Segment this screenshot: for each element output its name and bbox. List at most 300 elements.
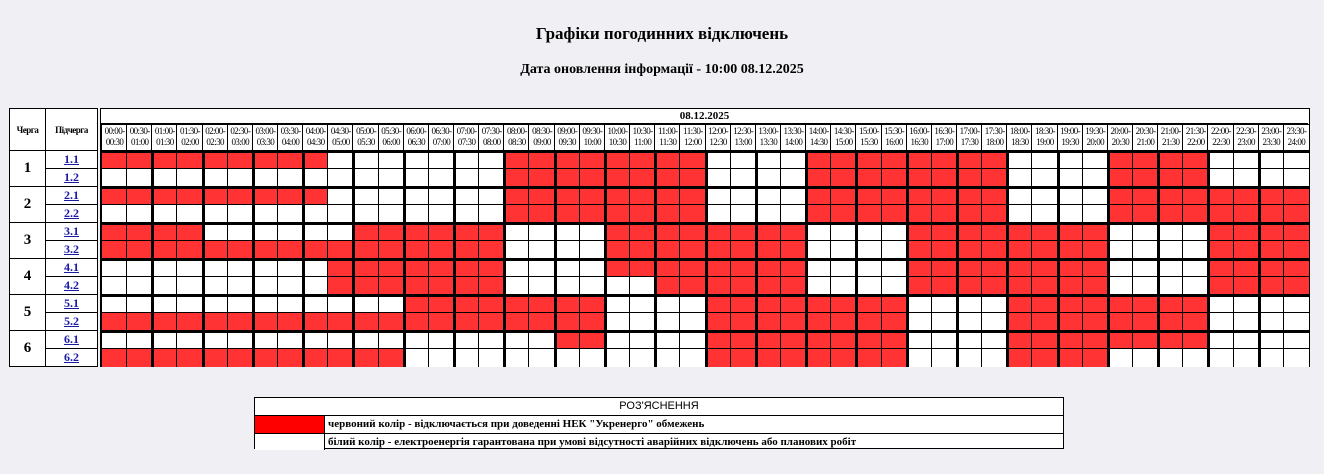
- outage-cell: [881, 294, 907, 313]
- power-cell: [1107, 240, 1133, 259]
- outage-cell: [1233, 276, 1259, 295]
- legend-row-red: [255, 416, 1063, 434]
- time-slot-header: 19:00-19:30: [1057, 124, 1083, 150]
- power-cell: [1258, 330, 1284, 349]
- outage-cell: [453, 258, 479, 277]
- time-slot-header: 09:00-09:30: [554, 124, 580, 150]
- outage-cell: [679, 258, 705, 277]
- power-cell: [755, 150, 781, 169]
- power-cell: [679, 330, 705, 349]
- outage-cell: [503, 204, 529, 223]
- power-cell: [252, 168, 278, 187]
- outage-cell: [101, 186, 127, 205]
- outage-cell: [277, 348, 303, 367]
- outage-cell: [1182, 312, 1208, 331]
- power-cell: [1157, 348, 1183, 367]
- subqueue-link[interactable]: 6.1: [45, 330, 98, 349]
- power-cell: [981, 330, 1007, 349]
- power-cell: [654, 348, 680, 367]
- outage-cell: [1082, 276, 1108, 295]
- outage-cell: [503, 186, 529, 205]
- power-cell: [101, 204, 127, 223]
- outage-cell: [554, 150, 580, 169]
- power-cell: [202, 258, 228, 277]
- subqueue-link[interactable]: 4.2: [45, 276, 98, 295]
- outage-cell: [956, 240, 982, 259]
- outage-cell: [403, 294, 429, 313]
- outage-cell: [528, 150, 554, 169]
- outage-cell: [981, 204, 1007, 223]
- power-cell: [906, 348, 932, 367]
- power-cell: [428, 186, 454, 205]
- outage-cell: [101, 222, 127, 241]
- outage-cell: [453, 222, 479, 241]
- outage-cell: [881, 204, 907, 223]
- power-cell: [906, 330, 932, 349]
- power-cell: [528, 222, 554, 241]
- outage-cell: [1132, 186, 1158, 205]
- outage-cell: [151, 240, 177, 259]
- power-cell: [403, 186, 429, 205]
- outage-cell: [629, 168, 655, 187]
- power-cell: [780, 204, 806, 223]
- outage-cell: [1082, 222, 1108, 241]
- power-cell: [1283, 168, 1309, 187]
- outage-cell: [855, 330, 881, 349]
- outage-cell: [604, 240, 630, 259]
- power-cell: [277, 294, 303, 313]
- power-cell: [981, 294, 1007, 313]
- outage-cell: [629, 258, 655, 277]
- time-slot-header: 09:30-10:00: [579, 124, 605, 150]
- power-cell: [277, 258, 303, 277]
- outage-cell: [101, 312, 127, 331]
- power-cell: [755, 204, 781, 223]
- power-cell: [528, 330, 554, 349]
- outage-cell: [1207, 204, 1233, 223]
- outage-cell: [378, 276, 404, 295]
- outage-cell: [755, 312, 781, 331]
- outage-cell: [755, 348, 781, 367]
- outage-cell: [730, 312, 756, 331]
- outage-cell: [1057, 312, 1083, 331]
- power-cell: [1057, 150, 1083, 169]
- power-cell: [830, 258, 856, 277]
- subqueue-link[interactable]: 1.2: [45, 168, 98, 187]
- power-cell: [1157, 276, 1183, 295]
- outage-cell: [252, 240, 278, 259]
- outage-cell: [1107, 312, 1133, 331]
- outage-cell: [1258, 186, 1284, 205]
- subqueue-link[interactable]: 3.1: [45, 222, 98, 241]
- outage-cell: [855, 186, 881, 205]
- outage-cell: [1006, 312, 1032, 331]
- time-slot-header: 06:30-07:00: [428, 124, 454, 150]
- outage-cell: [227, 240, 253, 259]
- power-cell: [956, 312, 982, 331]
- outage-cell: [931, 186, 957, 205]
- outage-cell: [1031, 330, 1057, 349]
- power-cell: [151, 168, 177, 187]
- outage-cell: [730, 348, 756, 367]
- power-cell: [604, 294, 630, 313]
- power-cell: [604, 312, 630, 331]
- outage-cell: [1132, 204, 1158, 223]
- outage-cell: [805, 168, 831, 187]
- power-cell: [931, 348, 957, 367]
- power-cell: [227, 168, 253, 187]
- outage-cell: [1057, 348, 1083, 367]
- time-slot-header: 18:30-19:00: [1031, 124, 1057, 150]
- outage-cell: [403, 276, 429, 295]
- legend-row-white: [255, 434, 1063, 450]
- outage-cell: [855, 294, 881, 313]
- power-cell: [931, 330, 957, 349]
- power-cell: [604, 348, 630, 367]
- power-cell: [428, 204, 454, 223]
- legend-white-text: білий колір - електроенергія гарантована при умові відсутності аварійних відключень або планових робіт: [328, 436, 857, 448]
- outage-cell: [654, 240, 680, 259]
- outage-cell: [151, 186, 177, 205]
- outage-cell: [1107, 168, 1133, 187]
- outage-cell: [1031, 222, 1057, 241]
- power-cell: [126, 168, 152, 187]
- outage-cell: [981, 150, 1007, 169]
- outage-cell: [202, 240, 228, 259]
- power-cell: [654, 330, 680, 349]
- power-cell: [403, 150, 429, 169]
- power-cell: [252, 294, 278, 313]
- outage-cell: [1157, 168, 1183, 187]
- outage-cell: [830, 204, 856, 223]
- outage-cell: [654, 186, 680, 205]
- outage-cell: [352, 258, 378, 277]
- outage-cell: [830, 348, 856, 367]
- power-cell: [1258, 150, 1284, 169]
- outage-cell: [126, 312, 152, 331]
- power-cell: [352, 204, 378, 223]
- outage-cell: [202, 312, 228, 331]
- power-cell: [1283, 294, 1309, 313]
- outage-cell: [428, 294, 454, 313]
- power-cell: [705, 186, 731, 205]
- outage-cell: [352, 222, 378, 241]
- outage-cell: [227, 186, 253, 205]
- time-slot-header: 11:00-11:30: [654, 124, 680, 150]
- outage-cell: [302, 312, 328, 331]
- outage-cell: [1031, 312, 1057, 331]
- power-cell: [931, 312, 957, 331]
- date-header: 08.12.2025: [101, 109, 1308, 124]
- outage-cell: [151, 348, 177, 367]
- subqueue-link[interactable]: 4.1: [45, 258, 98, 277]
- outage-cell: [981, 186, 1007, 205]
- power-cell: [101, 330, 127, 349]
- outage-cell: [453, 294, 479, 313]
- outage-cell: [1107, 330, 1133, 349]
- power-cell: [302, 258, 328, 277]
- time-slot-header: 17:00-17:30: [956, 124, 982, 150]
- outage-cell: [1233, 258, 1259, 277]
- power-cell: [327, 168, 353, 187]
- outage-cell: [252, 150, 278, 169]
- outage-cell: [1132, 168, 1158, 187]
- subqueue-link[interactable]: 2.1: [45, 186, 98, 205]
- outage-cell: [554, 330, 580, 349]
- outage-cell: [654, 168, 680, 187]
- power-cell: [654, 312, 680, 331]
- power-cell: [277, 330, 303, 349]
- legend-title: РОЗ'ЯСНЕННЯ: [255, 398, 1063, 416]
- power-cell: [755, 186, 781, 205]
- outage-cell: [981, 240, 1007, 259]
- power-cell: [805, 276, 831, 295]
- outage-cell: [554, 186, 580, 205]
- outage-cell: [378, 240, 404, 259]
- power-cell: [1233, 294, 1259, 313]
- outage-cell: [629, 150, 655, 169]
- power-cell: [1006, 186, 1032, 205]
- outage-cell: [755, 276, 781, 295]
- power-cell: [176, 330, 202, 349]
- subqueue-link[interactable]: 3.2: [45, 240, 98, 259]
- subqueue-link[interactable]: 2.2: [45, 204, 98, 223]
- time-slot-header: 14:00-14:30: [805, 124, 831, 150]
- power-cell: [1082, 186, 1108, 205]
- power-cell: [830, 222, 856, 241]
- outage-cell: [378, 348, 404, 367]
- power-cell: [1082, 168, 1108, 187]
- outage-cell: [126, 222, 152, 241]
- power-cell: [428, 168, 454, 187]
- time-slot-header: 00:00-00:30: [101, 124, 127, 150]
- outage-cell: [503, 168, 529, 187]
- outage-cell: [227, 348, 253, 367]
- power-cell: [830, 240, 856, 259]
- outage-cell: [654, 204, 680, 223]
- outage-cell: [327, 312, 353, 331]
- power-cell: [126, 294, 152, 313]
- power-cell: [101, 276, 127, 295]
- outage-cell: [1207, 222, 1233, 241]
- queue-header: Черга: [9, 108, 46, 151]
- outage-cell: [780, 276, 806, 295]
- queue-number: 2: [9, 186, 46, 223]
- time-slot-header: 04:30-05:00: [327, 124, 353, 150]
- outage-cell: [629, 240, 655, 259]
- outage-cell: [554, 204, 580, 223]
- outage-cell: [302, 150, 328, 169]
- power-cell: [227, 258, 253, 277]
- power-cell: [428, 330, 454, 349]
- power-cell: [705, 150, 731, 169]
- power-cell: [1057, 168, 1083, 187]
- outage-cell: [101, 348, 127, 367]
- outage-cell: [755, 222, 781, 241]
- outage-cell: [1182, 330, 1208, 349]
- outage-cell: [327, 240, 353, 259]
- outage-cell: [855, 168, 881, 187]
- power-cell: [855, 222, 881, 241]
- outage-cell: [679, 186, 705, 205]
- power-cell: [881, 240, 907, 259]
- power-cell: [101, 258, 127, 277]
- power-cell: [126, 276, 152, 295]
- outage-cell: [478, 222, 504, 241]
- power-cell: [327, 330, 353, 349]
- outage-cell: [528, 312, 554, 331]
- power-cell: [679, 348, 705, 367]
- power-cell: [579, 348, 605, 367]
- power-cell: [780, 150, 806, 169]
- outage-cell: [453, 312, 479, 331]
- time-slot-header: 10:00-10:30: [604, 124, 630, 150]
- outage-cell: [428, 222, 454, 241]
- power-cell: [1031, 186, 1057, 205]
- power-cell: [1182, 276, 1208, 295]
- power-cell: [1207, 150, 1233, 169]
- time-slot-header: 21:30-22:00: [1182, 124, 1208, 150]
- power-cell: [679, 312, 705, 331]
- outage-cell: [1258, 240, 1284, 259]
- outage-cell: [227, 312, 253, 331]
- outage-cell: [956, 258, 982, 277]
- outage-cell: [654, 276, 680, 295]
- subqueue-link[interactable]: 5.1: [45, 294, 98, 313]
- outage-cell: [327, 276, 353, 295]
- outage-cell: [1082, 258, 1108, 277]
- power-cell: [1207, 312, 1233, 331]
- power-cell: [528, 258, 554, 277]
- power-cell: [151, 258, 177, 277]
- power-cell: [705, 168, 731, 187]
- outage-cell: [805, 150, 831, 169]
- outage-cell: [679, 276, 705, 295]
- power-cell: [1006, 168, 1032, 187]
- power-cell: [352, 150, 378, 169]
- power-cell: [1283, 348, 1309, 367]
- outage-cell: [780, 240, 806, 259]
- outage-cell: [1107, 186, 1133, 205]
- outage-cell: [1157, 330, 1183, 349]
- outage-cell: [931, 222, 957, 241]
- outage-cell: [1082, 240, 1108, 259]
- outage-cell: [830, 150, 856, 169]
- time-slot-header: 02:00-02:30: [202, 124, 228, 150]
- power-cell: [202, 330, 228, 349]
- power-cell: [1207, 168, 1233, 187]
- outage-cell: [1082, 348, 1108, 367]
- power-cell: [327, 186, 353, 205]
- time-slot-header: 15:30-16:00: [881, 124, 907, 150]
- outage-cell: [1157, 204, 1183, 223]
- subqueue-link[interactable]: 6.2: [45, 348, 98, 367]
- power-cell: [252, 330, 278, 349]
- power-cell: [202, 276, 228, 295]
- outage-cell: [906, 186, 932, 205]
- outage-cell: [579, 186, 605, 205]
- power-cell: [705, 204, 731, 223]
- outage-cell: [302, 186, 328, 205]
- outage-cell: [352, 276, 378, 295]
- power-cell: [1082, 204, 1108, 223]
- power-cell: [1157, 222, 1183, 241]
- outage-cell: [931, 204, 957, 223]
- outage-cell: [730, 258, 756, 277]
- outage-cell: [1233, 240, 1259, 259]
- outage-cell: [881, 312, 907, 331]
- time-slot-header: 01:30-02:00: [176, 124, 202, 150]
- outage-cell: [604, 168, 630, 187]
- power-cell: [453, 204, 479, 223]
- outage-cell: [478, 276, 504, 295]
- subqueue-link[interactable]: 1.1: [45, 150, 98, 169]
- power-cell: [101, 168, 127, 187]
- power-cell: [1182, 222, 1208, 241]
- power-cell: [1132, 222, 1158, 241]
- power-cell: [302, 276, 328, 295]
- power-cell: [1182, 258, 1208, 277]
- power-cell: [730, 186, 756, 205]
- outage-cell: [151, 312, 177, 331]
- outage-cell: [981, 168, 1007, 187]
- outage-cell: [629, 204, 655, 223]
- outage-cell: [1006, 330, 1032, 349]
- power-cell: [503, 330, 529, 349]
- outage-cell: [705, 312, 731, 331]
- outage-cell: [981, 222, 1007, 241]
- power-cell: [453, 186, 479, 205]
- power-cell: [1182, 348, 1208, 367]
- subqueue-link[interactable]: 5.2: [45, 312, 98, 331]
- outage-cell: [906, 150, 932, 169]
- time-slot-header: 13:30-14:00: [780, 124, 806, 150]
- outage-cell: [1132, 294, 1158, 313]
- outage-cell: [579, 150, 605, 169]
- time-slot-header: 06:00-06:30: [403, 124, 429, 150]
- power-cell: [327, 222, 353, 241]
- outage-cell: [956, 276, 982, 295]
- power-cell: [277, 204, 303, 223]
- time-slot-header: 12:30-13:00: [730, 124, 756, 150]
- power-cell: [1107, 276, 1133, 295]
- power-cell: [1006, 150, 1032, 169]
- outage-cell: [604, 186, 630, 205]
- outage-cell: [705, 330, 731, 349]
- outage-cell: [528, 294, 554, 313]
- power-cell: [277, 222, 303, 241]
- outage-cell: [453, 240, 479, 259]
- time-slot-header: 07:00-07:30: [453, 124, 479, 150]
- outage-cell: [1006, 276, 1032, 295]
- outage-cell: [126, 186, 152, 205]
- power-cell: [176, 168, 202, 187]
- power-cell: [327, 204, 353, 223]
- outage-cell: [1057, 222, 1083, 241]
- outage-cell: [503, 312, 529, 331]
- outage-cell: [428, 312, 454, 331]
- outage-cell: [805, 348, 831, 367]
- time-slot-header: 08:00-08:30: [503, 124, 529, 150]
- time-slot-header: 21:00-21:30: [1157, 124, 1183, 150]
- outage-cell: [403, 258, 429, 277]
- power-cell: [503, 222, 529, 241]
- outage-cell: [654, 258, 680, 277]
- outage-cell: [554, 294, 580, 313]
- outage-cell: [1031, 348, 1057, 367]
- power-cell: [780, 168, 806, 187]
- power-cell: [227, 330, 253, 349]
